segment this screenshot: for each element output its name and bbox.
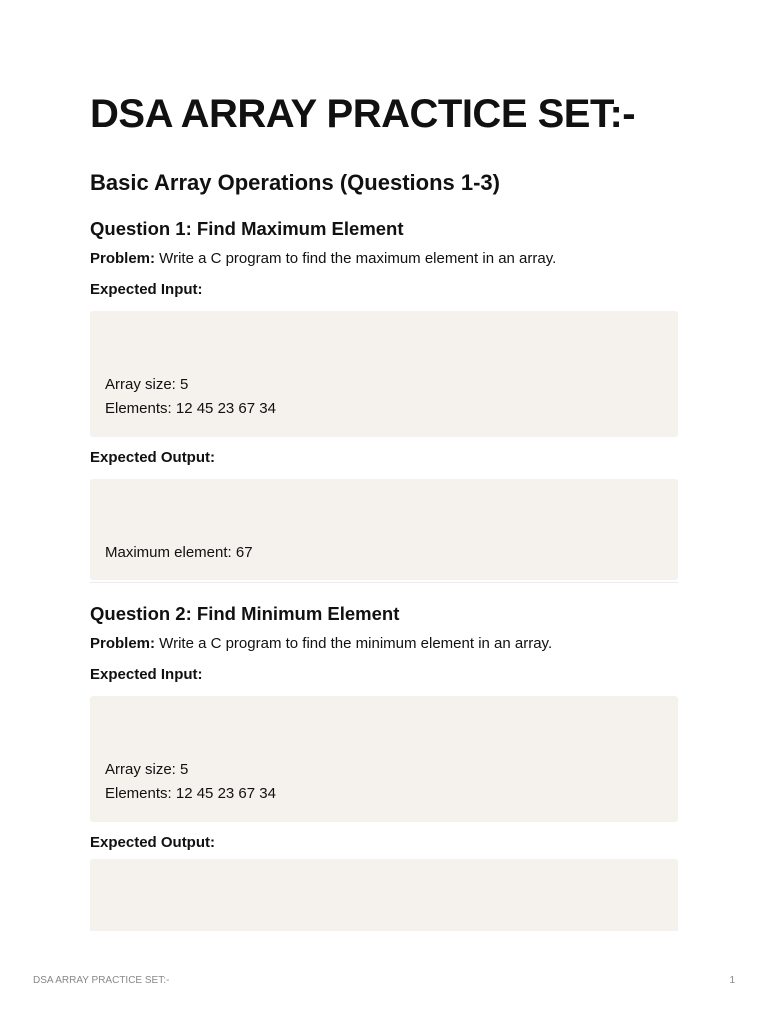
problem-label: Problem: — [90, 635, 156, 652]
document-title: DSA ARRAY PRACTICE SET:- — [90, 92, 636, 136]
problem-text: Write a C program to find the maximum element in an array. — [155, 250, 557, 267]
expected-input-block — [90, 311, 678, 437]
problem-statement — [90, 634, 678, 654]
expected-input-block — [90, 696, 678, 822]
code-line: Array size: 5 — [105, 376, 189, 393]
code-line: Elements: 12 45 23 67 34 — [105, 785, 276, 802]
expected-output-label: Expected Output: — [90, 834, 216, 851]
code-line: Array size: 5 — [105, 761, 189, 778]
code-line: Maximum element: 67 — [105, 544, 253, 561]
question-title: Question 2: Find Minimum Element — [90, 603, 400, 624]
expected-output-block — [90, 479, 678, 580]
page-number: 1 — [729, 975, 735, 986]
expected-input-label: Expected Input: — [90, 666, 203, 683]
problem-statement — [90, 249, 678, 269]
question-title: Question 1: Find Maximum Element — [90, 218, 404, 239]
section-divider — [90, 582, 678, 583]
problem-text: Write a C program to find the minimum element in an array. — [155, 635, 553, 652]
problem-label: Problem: — [90, 250, 156, 267]
expected-output-block — [90, 859, 678, 931]
question-1 — [90, 216, 678, 580]
code-line: Elements: 12 45 23 67 34 — [105, 400, 276, 417]
expected-input-label: Expected Input: — [90, 281, 203, 298]
question-2 — [90, 601, 678, 853]
expected-output-label: Expected Output: — [90, 449, 216, 466]
footer-title: DSA ARRAY PRACTICE SET:- — [33, 975, 170, 986]
section-heading: Basic Array Operations (Questions 1-3) — [90, 170, 500, 195]
